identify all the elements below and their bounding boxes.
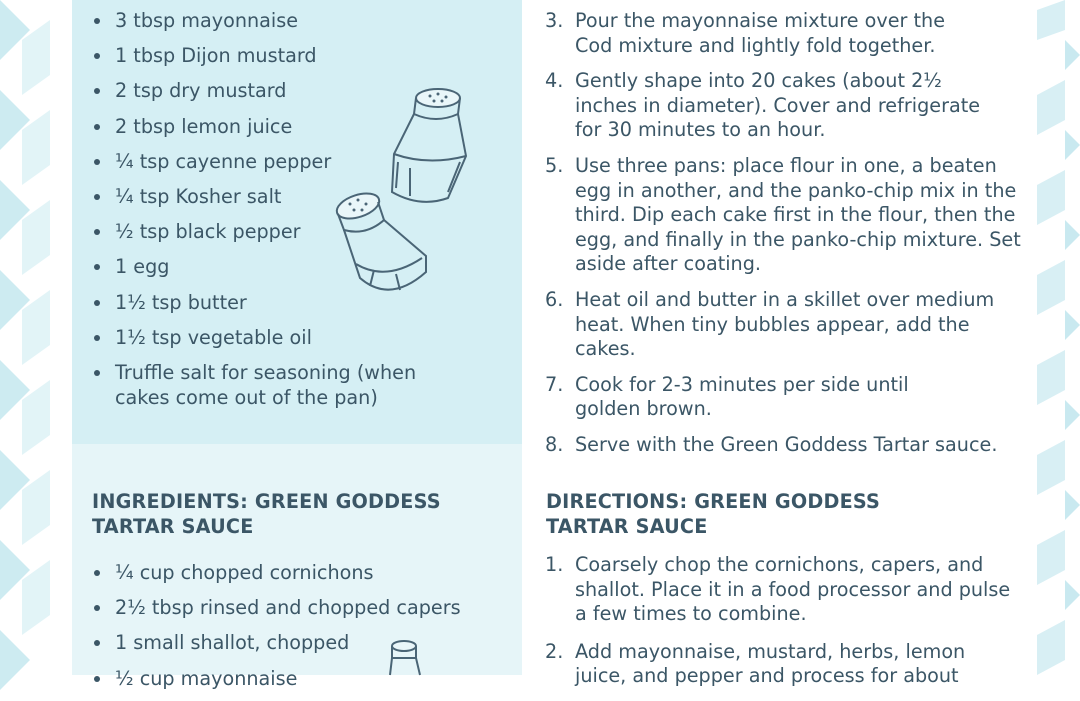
list-item: ¼ cup chopped cornichons xyxy=(92,560,492,585)
tartar-directions-list xyxy=(545,553,1025,689)
list-item xyxy=(545,553,1025,627)
list-item: 1½ tsp vegetable oil xyxy=(92,325,492,350)
list-item: ¼ tsp Kosher salt xyxy=(92,184,492,209)
step-number: 6. xyxy=(545,287,564,311)
step-number: 4. xyxy=(545,69,564,93)
step-text: Gently shape into 20 cakes (about 2½ inches in diameter). Cover and refrigerate for 30 minutes to an hour. xyxy=(575,69,981,142)
tartar-ingredients-heading: INGREDIENTS: GREEN GODDESS TARTAR SAUCE xyxy=(92,490,441,538)
step-text: Pour the mayonnaise mixture over the Cod mixture and lightly fold together. xyxy=(575,9,946,57)
step-text: Serve with the Green Goddess Tartar sauce. xyxy=(575,432,998,456)
step-text: Use three pans: place flour in one, a beaten egg in another, and the panko-chip mix in the third. Dip each cake first in the flour, then the egg, and finally in the panko-chip mixture. Set aside after coating. xyxy=(575,153,1021,276)
step-text: Coarsely chop the cornichons, capers, and shallot. Place it in a food processor and pulse a few times to combine. xyxy=(575,553,1011,626)
list-item: 1½ tsp butter xyxy=(92,290,492,315)
step-number: 2. xyxy=(545,639,564,663)
left-pattern-border xyxy=(0,0,55,675)
list-item xyxy=(545,288,1025,362)
step-number: 3. xyxy=(545,9,564,32)
list-item: 2½ tbsp rinsed and chopped capers xyxy=(92,595,492,620)
step-number: 5. xyxy=(545,153,564,177)
step-text: Heat oil and butter in a skillet over medium heat. When tiny bubbles appear, add the cakes. xyxy=(575,287,995,361)
list-item: ½ tsp black pepper xyxy=(92,219,492,244)
step-text: Cook for 2-3 minutes per side until golden brown. xyxy=(575,372,909,421)
list-item xyxy=(545,69,1025,143)
right-pattern-border xyxy=(1025,0,1080,675)
step-number: 1. xyxy=(545,553,564,576)
list-item: 2 tsp dry mustard xyxy=(92,78,492,103)
cod-directions-list xyxy=(545,9,1025,458)
list-item: 1 small shallot, chopped xyxy=(92,630,492,655)
list-item xyxy=(545,9,1025,58)
step-number: 7. xyxy=(545,372,564,396)
list-item: 2 tbsp lemon juice xyxy=(92,114,492,139)
list-item: 1 tbsp Dijon mustard xyxy=(92,43,492,68)
step-number: 8. xyxy=(545,432,564,456)
list-item xyxy=(545,640,1025,689)
list-item xyxy=(545,433,1025,458)
list-item: 1 egg xyxy=(92,254,492,279)
ingredients-column xyxy=(72,0,522,690)
shaker-icon xyxy=(388,640,424,675)
step-text: Add mayonnaise, mustard, herbs, lemon juice, and pepper and process for about xyxy=(575,639,966,688)
pepper-shaker-icon xyxy=(330,186,434,304)
list-item: ¼ tsp cayenne pepper xyxy=(92,149,492,174)
list-item xyxy=(545,154,1025,277)
list-item xyxy=(545,373,1025,422)
list-item: 3 tbsp mayonnaise xyxy=(92,8,492,33)
list-item: Truffle salt for seasoning (when cakes come out of the pan) xyxy=(92,360,472,410)
tartar-directions-heading: DIRECTIONS: GREEN GODDESS TARTAR SAUCE xyxy=(546,490,881,538)
list-item: ½ cup mayonnaise xyxy=(92,666,492,691)
tartar-ingredient-list xyxy=(92,560,492,701)
